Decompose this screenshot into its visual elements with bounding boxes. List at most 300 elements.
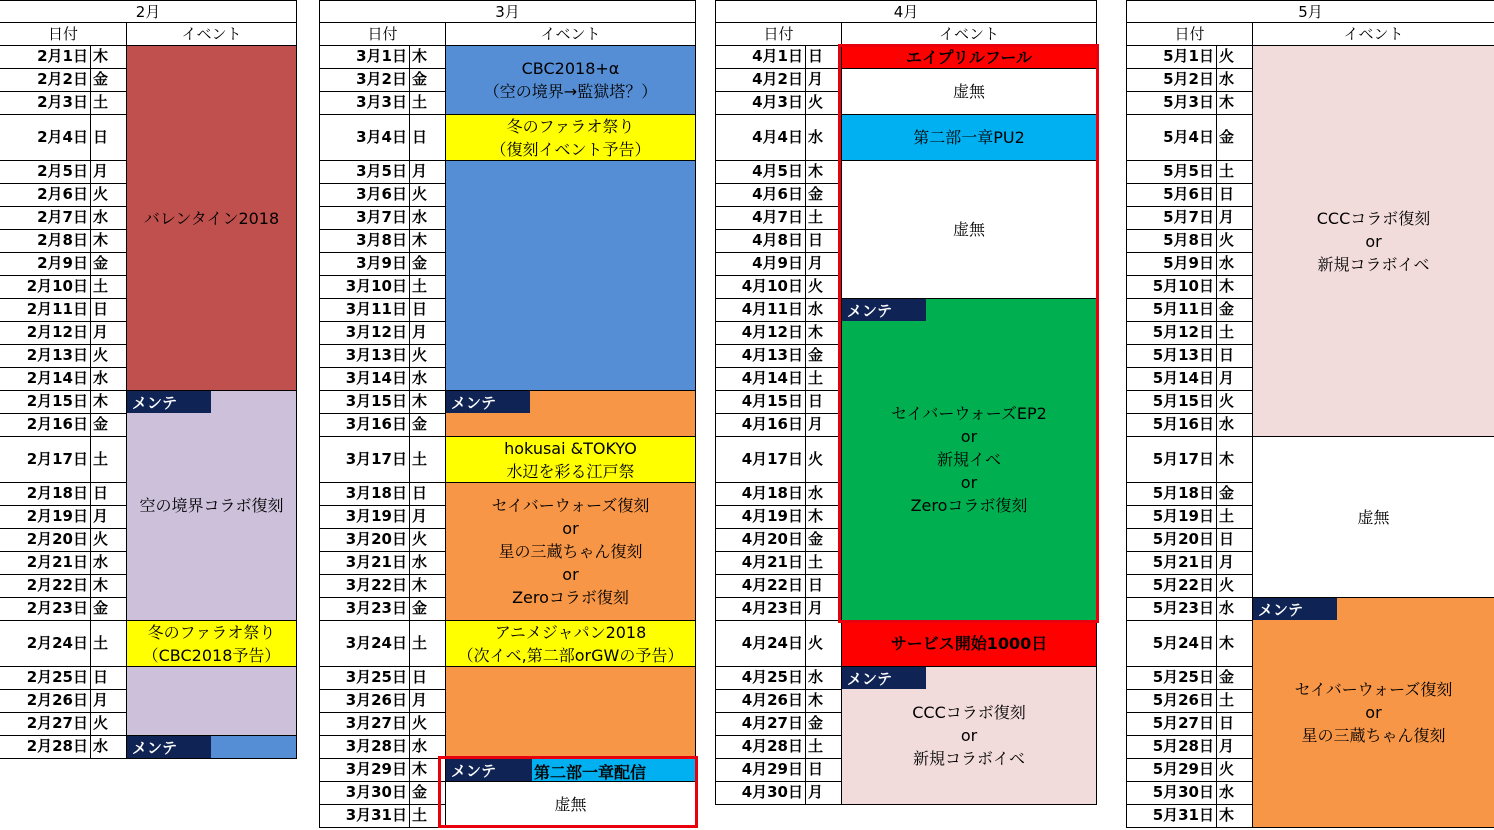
event-label xyxy=(1357,506,1389,529)
day-weekday: 木 xyxy=(1217,805,1253,828)
day-weekday: 水 xyxy=(410,207,446,230)
event-line: 虚無 xyxy=(952,82,985,101)
day-weekday: 日 xyxy=(1217,713,1253,736)
day-weekday: 金 xyxy=(410,69,446,92)
day-date: 5月17日 xyxy=(1126,437,1217,483)
event-label xyxy=(953,218,985,241)
month-title: 4月 xyxy=(715,0,1097,23)
event-label xyxy=(913,126,1025,149)
day-date: 3月1日 xyxy=(319,46,410,69)
event-block xyxy=(1253,598,1494,828)
day-weekday: 火 xyxy=(410,713,446,736)
day-date: 5月3日 xyxy=(1126,92,1217,115)
event-header: イベント xyxy=(446,23,696,46)
day-weekday: 木 xyxy=(410,46,446,69)
day-weekday: 木 xyxy=(806,322,842,345)
day-date: 3月6日 xyxy=(319,184,410,207)
day-weekday: 水 xyxy=(410,736,446,759)
day-weekday: 木 xyxy=(1217,621,1253,667)
day-weekday: 日 xyxy=(91,667,127,690)
day-weekday: 木 xyxy=(91,46,127,69)
day-date: 2月3日 xyxy=(0,92,91,115)
event-label xyxy=(143,621,281,667)
day-weekday: 金 xyxy=(1217,299,1253,322)
event-line: 星の三蔵ちゃん復刻 xyxy=(498,542,643,561)
day-date: 2月21日 xyxy=(0,552,91,575)
day-weekday: 土 xyxy=(806,207,842,230)
day-date: 4月19日 xyxy=(715,506,806,529)
day-weekday: 木 xyxy=(91,575,127,598)
event-label xyxy=(1317,207,1431,276)
day-date: 5月18日 xyxy=(1126,483,1217,506)
day-weekday: 月 xyxy=(410,322,446,345)
day-weekday: 火 xyxy=(410,345,446,368)
day-date: 3月16日 xyxy=(319,414,410,437)
day-weekday: 日 xyxy=(410,483,446,506)
day-date: 5月4日 xyxy=(1126,115,1217,161)
day-date: 3月7日 xyxy=(319,207,410,230)
day-date: 5月16日 xyxy=(1126,414,1217,437)
day-weekday: 木 xyxy=(91,230,127,253)
day-weekday: 月 xyxy=(806,414,842,437)
day-weekday: 日 xyxy=(806,230,842,253)
day-date: 2月20日 xyxy=(0,529,91,552)
day-weekday: 木 xyxy=(410,759,446,782)
day-weekday: 金 xyxy=(1217,115,1253,161)
event-label xyxy=(891,632,1048,655)
day-date: 5月15日 xyxy=(1126,391,1217,414)
event-block xyxy=(842,299,1097,621)
day-date: 4月12日 xyxy=(715,322,806,345)
day-weekday: 火 xyxy=(806,437,842,483)
day-date: 2月12日 xyxy=(0,322,91,345)
day-weekday: 月 xyxy=(806,253,842,276)
day-weekday: 水 xyxy=(410,552,446,575)
day-weekday: 水 xyxy=(91,736,127,759)
day-weekday: 火 xyxy=(1217,230,1253,253)
event-line: 水辺を彩る江戸祭 xyxy=(506,461,635,481)
day-date: 4月22日 xyxy=(715,575,806,598)
day-date: 5月22日 xyxy=(1126,575,1217,598)
month-title: 5月 xyxy=(1126,0,1494,23)
event-line: Zeroコラボ復刻 xyxy=(512,588,629,607)
day-weekday: 木 xyxy=(410,391,446,414)
day-weekday: 月 xyxy=(1217,552,1253,575)
event-block xyxy=(446,161,696,391)
day-date: 3月2日 xyxy=(319,69,410,92)
mente-badge: メンテ xyxy=(842,299,926,321)
day-date: 4月5日 xyxy=(715,161,806,184)
day-date: 3月17日 xyxy=(319,437,410,483)
mente-badge: メンテ xyxy=(127,391,211,413)
event-line: CCCコラボ復刻 xyxy=(912,703,1026,722)
event-line: エイプリルフール xyxy=(905,47,1033,67)
day-date: 5月24日 xyxy=(1126,621,1217,667)
day-weekday: 水 xyxy=(410,368,446,391)
day-weekday: 木 xyxy=(806,506,842,529)
day-date: 4月4日 xyxy=(715,115,806,161)
day-weekday: 月 xyxy=(91,506,127,529)
event-label xyxy=(1295,678,1453,747)
day-weekday: 金 xyxy=(410,414,446,437)
day-date: 2月8日 xyxy=(0,230,91,253)
event-block xyxy=(842,161,1097,299)
day-weekday: 水 xyxy=(91,552,127,575)
event-block xyxy=(446,782,696,828)
event-block xyxy=(842,46,1097,69)
event-block xyxy=(446,621,696,667)
day-date: 3月11日 xyxy=(319,299,410,322)
event-block xyxy=(127,391,297,621)
day-date: 4月25日 xyxy=(715,667,806,690)
day-weekday: 木 xyxy=(1217,276,1253,299)
day-date: 5月5日 xyxy=(1126,161,1217,184)
day-date: 2月17日 xyxy=(0,437,91,483)
day-date: 5月2日 xyxy=(1126,69,1217,92)
day-weekday: 月 xyxy=(806,69,842,92)
day-date: 2月24日 xyxy=(0,621,91,667)
event-line: or xyxy=(960,473,978,492)
mente-badge: メンテ xyxy=(1253,598,1337,620)
day-date: 5月31日 xyxy=(1126,805,1217,828)
date-header: 日付 xyxy=(0,23,127,46)
day-weekday: 日 xyxy=(1217,529,1253,552)
day-date: 2月1日 xyxy=(0,46,91,69)
day-weekday: 土 xyxy=(91,92,127,115)
day-weekday: 火 xyxy=(806,621,842,667)
event-block xyxy=(127,667,297,736)
day-date: 2月16日 xyxy=(0,414,91,437)
day-weekday: 木 xyxy=(806,161,842,184)
day-weekday: 火 xyxy=(91,345,127,368)
event-line: CCCコラボ復刻 xyxy=(1316,208,1431,228)
day-date: 4月28日 xyxy=(715,736,806,759)
day-date: 4月2日 xyxy=(715,69,806,92)
day-weekday: 金 xyxy=(91,598,127,621)
day-weekday: 水 xyxy=(91,368,127,391)
day-date: 5月21日 xyxy=(1126,552,1217,575)
day-weekday: 火 xyxy=(410,184,446,207)
day-weekday: 水 xyxy=(806,115,842,161)
date-header: 日付 xyxy=(715,23,842,46)
day-date: 3月21日 xyxy=(319,552,410,575)
day-date: 4月10日 xyxy=(715,276,806,299)
day-date: 3月13日 xyxy=(319,345,410,368)
day-date: 3月5日 xyxy=(319,161,410,184)
day-weekday: 金 xyxy=(91,414,127,437)
event-label xyxy=(458,621,684,667)
day-date: 2月26日 xyxy=(0,690,91,713)
event-block xyxy=(446,115,696,161)
event-label xyxy=(139,494,283,517)
day-weekday: 日 xyxy=(410,667,446,690)
day-weekday: 日 xyxy=(806,391,842,414)
day-weekday: 日 xyxy=(410,115,446,161)
day-date: 2月9日 xyxy=(0,253,91,276)
day-date: 5月10日 xyxy=(1126,276,1217,299)
day-weekday: 火 xyxy=(1217,46,1253,69)
day-date: 2月22日 xyxy=(0,575,91,598)
day-weekday: 金 xyxy=(410,598,446,621)
day-weekday: 日 xyxy=(1217,184,1253,207)
event-line: 冬のファラオ祭り xyxy=(506,116,635,136)
day-weekday: 土 xyxy=(410,276,446,299)
day-weekday: 水 xyxy=(91,207,127,230)
day-weekday: 金 xyxy=(91,69,127,92)
day-weekday: 木 xyxy=(1217,437,1253,483)
day-date: 5月30日 xyxy=(1126,782,1217,805)
day-weekday: 土 xyxy=(410,92,446,115)
day-weekday: 月 xyxy=(410,161,446,184)
event-line: 星の三蔵ちゃん復刻 xyxy=(1301,726,1446,745)
day-weekday: 月 xyxy=(91,322,127,345)
day-date: 2月5日 xyxy=(0,161,91,184)
day-date: 3月29日 xyxy=(319,759,410,782)
month-title: 3月 xyxy=(319,0,696,23)
day-weekday: 土 xyxy=(1217,322,1253,345)
day-weekday: 水 xyxy=(806,483,842,506)
day-weekday: 日 xyxy=(806,575,842,598)
day-weekday: 月 xyxy=(91,161,127,184)
day-weekday: 土 xyxy=(91,437,127,483)
event-label xyxy=(912,701,1026,770)
day-weekday: 月 xyxy=(410,506,446,529)
day-weekday: 水 xyxy=(806,667,842,690)
event-line: セイバーウォーズ復刻 xyxy=(491,496,650,515)
event-line: 空の境界コラボ復刻 xyxy=(139,496,284,515)
day-date: 2月13日 xyxy=(0,345,91,368)
day-weekday: 水 xyxy=(1217,253,1253,276)
day-date: 3月10日 xyxy=(319,276,410,299)
day-date: 4月13日 xyxy=(715,345,806,368)
event-line: or xyxy=(562,565,579,584)
day-weekday: 土 xyxy=(806,736,842,759)
day-date: 4月6日 xyxy=(715,184,806,207)
day-date: 2月7日 xyxy=(0,207,91,230)
day-weekday: 土 xyxy=(410,437,446,483)
event-line: 虚無 xyxy=(1357,507,1390,527)
mente-badge: メンテ xyxy=(842,667,926,689)
event-line: セイバーウォーズ復刻 xyxy=(1294,680,1453,699)
day-date: 4月20日 xyxy=(715,529,806,552)
day-weekday: 火 xyxy=(806,92,842,115)
day-date: 4月9日 xyxy=(715,253,806,276)
event-label xyxy=(554,793,586,816)
day-date: 2月6日 xyxy=(0,184,91,207)
event-line: or xyxy=(960,726,978,745)
day-weekday: 火 xyxy=(91,713,127,736)
day-date: 5月29日 xyxy=(1126,759,1217,782)
day-weekday: 金 xyxy=(806,184,842,207)
day-weekday: 日 xyxy=(1217,345,1253,368)
mente-release-label: 第二部一章配信 xyxy=(534,762,647,782)
day-date: 3月4日 xyxy=(319,115,410,161)
day-weekday: 火 xyxy=(806,276,842,299)
event-line: 新規コラボイベ xyxy=(1317,254,1430,274)
day-date: 5月23日 xyxy=(1126,598,1217,621)
day-date: 3月28日 xyxy=(319,736,410,759)
day-date: 2月15日 xyxy=(0,391,91,414)
day-weekday: 木 xyxy=(806,690,842,713)
event-line: （復刻イベント予告） xyxy=(490,139,651,159)
day-date: 4月29日 xyxy=(715,759,806,782)
event-header: イベント xyxy=(842,23,1097,46)
day-date: 3月3日 xyxy=(319,92,410,115)
day-weekday: 金 xyxy=(806,345,842,368)
event-label xyxy=(490,115,650,161)
day-date: 5月25日 xyxy=(1126,667,1217,690)
day-weekday: 日 xyxy=(91,115,127,161)
event-line: 新規コラボイベ xyxy=(912,749,1025,768)
day-weekday: 火 xyxy=(1217,759,1253,782)
event-line: or xyxy=(1365,231,1382,251)
event-header: イベント xyxy=(127,23,297,46)
event-line: 虚無 xyxy=(554,795,587,814)
day-date: 2月18日 xyxy=(0,483,91,506)
event-block xyxy=(1253,437,1494,598)
day-date: 4月30日 xyxy=(715,782,806,805)
date-header: 日付 xyxy=(1126,23,1253,46)
event-header: イベント xyxy=(1253,23,1494,46)
day-date: 2月25日 xyxy=(0,667,91,690)
event-line: バレンタイン2018 xyxy=(143,208,280,228)
event-block xyxy=(446,667,696,759)
day-date: 4月24日 xyxy=(715,621,806,667)
day-date: 3月9日 xyxy=(319,253,410,276)
day-weekday: 土 xyxy=(1217,161,1253,184)
day-date: 5月1日 xyxy=(1126,46,1217,69)
day-weekday: 金 xyxy=(1217,483,1253,506)
day-date: 3月18日 xyxy=(319,483,410,506)
event-line: アニメジャパン2018 xyxy=(494,622,647,642)
event-line: hokusai &TOKYO xyxy=(504,438,637,458)
day-date: 4月18日 xyxy=(715,483,806,506)
day-weekday: 日 xyxy=(806,759,842,782)
day-weekday: 日 xyxy=(91,299,127,322)
day-date: 3月23日 xyxy=(319,598,410,621)
event-line: 第二部一章PU2 xyxy=(913,128,1025,147)
day-date: 4月26日 xyxy=(715,690,806,713)
day-weekday: 火 xyxy=(91,529,127,552)
day-date: 4月16日 xyxy=(715,414,806,437)
day-date: 3月22日 xyxy=(319,575,410,598)
day-weekday: 水 xyxy=(1217,69,1253,92)
day-date: 5月8日 xyxy=(1126,230,1217,253)
event-block xyxy=(842,621,1097,667)
event-line: or xyxy=(960,427,978,446)
event-label xyxy=(504,437,637,483)
day-weekday: 火 xyxy=(91,184,127,207)
day-date: 2月10日 xyxy=(0,276,91,299)
event-block xyxy=(842,69,1097,115)
day-weekday: 月 xyxy=(1217,736,1253,759)
day-date: 4月3日 xyxy=(715,92,806,115)
day-weekday: 土 xyxy=(806,368,842,391)
event-block xyxy=(446,483,696,621)
day-date: 2月19日 xyxy=(0,506,91,529)
mente-badge: メンテ xyxy=(127,736,211,758)
month-title: 2月 xyxy=(0,0,297,23)
event-label xyxy=(906,46,1032,69)
day-weekday: 土 xyxy=(410,621,446,667)
day-weekday: 水 xyxy=(1217,414,1253,437)
day-date: 2月4日 xyxy=(0,115,91,161)
day-weekday: 木 xyxy=(410,575,446,598)
event-line: （CBC2018予告） xyxy=(142,645,281,665)
day-weekday: 火 xyxy=(1217,391,1253,414)
day-weekday: 金 xyxy=(410,782,446,805)
day-date: 5月6日 xyxy=(1126,184,1217,207)
day-weekday: 月 xyxy=(410,690,446,713)
day-date: 4月21日 xyxy=(715,552,806,575)
day-date: 3月8日 xyxy=(319,230,410,253)
day-weekday: 水 xyxy=(1217,782,1253,805)
event-line: CBC2018+α xyxy=(521,59,620,78)
event-block xyxy=(127,46,297,391)
day-date: 2月23日 xyxy=(0,598,91,621)
event-line: or xyxy=(562,519,579,538)
day-weekday: 金 xyxy=(806,529,842,552)
day-date: 4月1日 xyxy=(715,46,806,69)
day-weekday: 火 xyxy=(1217,575,1253,598)
mente-badge: メンテ xyxy=(446,759,532,781)
event-line: （空の境界→監獄塔？） xyxy=(483,82,658,101)
day-date: 5月20日 xyxy=(1126,529,1217,552)
event-block xyxy=(446,46,696,115)
day-weekday: 火 xyxy=(410,529,446,552)
event-line: or xyxy=(1365,703,1382,722)
day-date: 4月14日 xyxy=(715,368,806,391)
day-date: 2月11日 xyxy=(0,299,91,322)
day-date: 5月13日 xyxy=(1126,345,1217,368)
event-label xyxy=(953,80,985,103)
event-label xyxy=(492,494,650,609)
day-date: 4月27日 xyxy=(715,713,806,736)
mente-badge: メンテ xyxy=(446,391,530,413)
day-date: 5月19日 xyxy=(1126,506,1217,529)
day-date: 5月27日 xyxy=(1126,713,1217,736)
day-weekday: 土 xyxy=(806,552,842,575)
day-date: 2月2日 xyxy=(0,69,91,92)
event-label xyxy=(144,207,279,230)
event-line: 虚無 xyxy=(952,220,985,239)
date-header: 日付 xyxy=(319,23,446,46)
day-date: 3月30日 xyxy=(319,782,410,805)
day-weekday: 月 xyxy=(1217,368,1253,391)
event-line: 冬のファラオ祭り xyxy=(147,622,276,642)
day-date: 3月24日 xyxy=(319,621,410,667)
day-date: 4月7日 xyxy=(715,207,806,230)
day-weekday: 月 xyxy=(806,598,842,621)
day-weekday: 木 xyxy=(1217,92,1253,115)
day-date: 3月31日 xyxy=(319,805,410,828)
day-date: 5月12日 xyxy=(1126,322,1217,345)
event-block xyxy=(127,621,297,667)
day-weekday: 月 xyxy=(806,782,842,805)
event-label xyxy=(891,402,1047,517)
event-label xyxy=(484,57,657,103)
event-line: Zeroコラボ復刻 xyxy=(910,496,1028,515)
event-block xyxy=(446,437,696,483)
day-weekday: 土 xyxy=(91,621,127,667)
day-weekday: 水 xyxy=(806,299,842,322)
day-weekday: 月 xyxy=(1217,207,1253,230)
day-weekday: 木 xyxy=(410,230,446,253)
day-date: 5月11日 xyxy=(1126,299,1217,322)
event-line: 新規イベ xyxy=(936,450,1001,469)
day-date: 2月27日 xyxy=(0,713,91,736)
day-weekday: 土 xyxy=(410,805,446,828)
